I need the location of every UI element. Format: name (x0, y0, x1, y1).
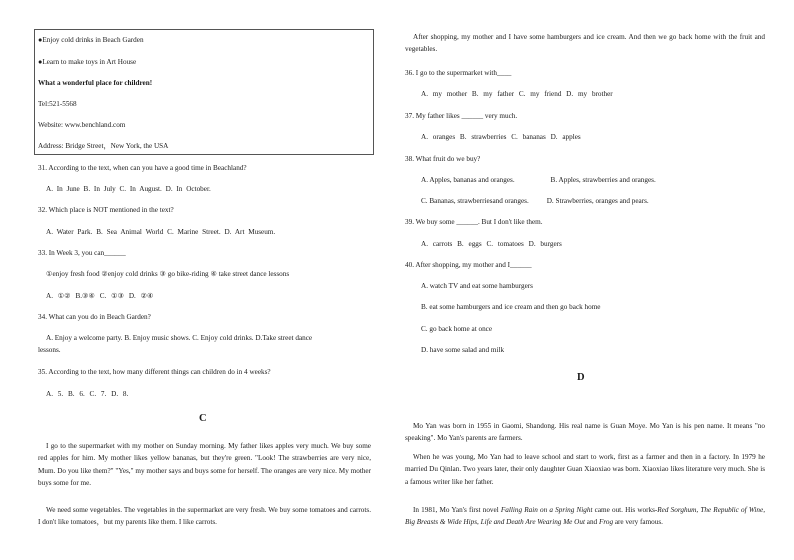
question-40-option-c: C. go back home at once (421, 325, 493, 333)
question-39-options: A. carrots B. eggs C. tomatoes D. burgers (421, 240, 562, 248)
work-title-life-and-death: Life and Death Are Wearing Me Out (480, 518, 585, 527)
question-35-options: A. 5. B. 6. C. 7. D. 8. (46, 390, 129, 398)
question-32: 32. Which place is NOT mentioned in the text? (38, 206, 174, 214)
question-38: 38. What fruit do we buy? (405, 155, 481, 163)
section-c-paragraph-3: After shopping, my mother and I have some hamburgers and ice cream. And then we go back home with the fruit and vegetables. (405, 33, 765, 54)
question-33-options: A. ①② B.③④ C. ①③ D. ②④ (46, 292, 154, 300)
p3-text-k: and (584, 518, 599, 527)
question-37: 37. My father likes ______ very much. (405, 112, 518, 120)
question-40: 40. After shopping, my mother and I______ (405, 261, 532, 269)
section-d-paragraph-1: Mo Yan was born in 1955 in Gaomi, Shandong. His real name is Guan Moye. Mo Yan is his pen name. It means "no speaking". Mo Yan's parents are farmers. (405, 422, 765, 443)
p3-text-m: are very famous. (613, 518, 663, 527)
question-34-options-cont: lessons. (38, 346, 61, 354)
box-line-6: Address: Bridge Street，New York, the USA (38, 142, 169, 150)
question-36-options: A. my mother B. my father C. my friend D. my brother (421, 90, 613, 98)
question-35: 35. According to the text, how many different things can children do in 4 weeks? (38, 368, 271, 376)
p3-text-g: , (763, 506, 765, 514)
work-title-big-breasts: Big Breasts & Wide Hips (405, 518, 478, 527)
box-line-4: Tel:521-5568 (38, 100, 77, 108)
question-40-option-a: A. watch TV and eat some hamburgers (421, 282, 533, 290)
section-d-heading: D (577, 372, 585, 383)
work-title-red-sorghum: Red Sorghum (657, 506, 697, 514)
p3-text-c: came out. His works- (592, 506, 658, 514)
question-40-option-d: D. have some salad and milk (421, 346, 505, 354)
p3-text-e: , (696, 506, 701, 514)
section-d-paragraph-2: When he was young, Mo Yan had to leave school and start to work, first as a farmer and then in a factory. In 1979 he married Du Qinlan. Two years later, their only daughter Guan Xiaoxiao was born. Xiaoxiao likes literature very much. She is a famous writer like her father. (405, 453, 765, 486)
question-33: 33. In Week 3, you can______ (38, 249, 126, 257)
box-line-5: Website: www.benchland.com (38, 121, 126, 129)
box-line-1: ●Enjoy cold drinks in Beach Garden (38, 36, 144, 44)
section-c-heading: C (199, 413, 207, 424)
work-title-frog: Frog (598, 518, 614, 527)
box-line-2: ●Learn to make toys in Art House (38, 58, 137, 66)
question-39: 39. We buy some ______. But I don't like them. (405, 218, 543, 226)
p3-text-a: In 1981, Mo Yan's first novel (413, 506, 501, 514)
section-c-paragraph-2: We need some vegetables. The vegetables in the supermarket are very fresh. We buy some tomatoes and carrots. I don't like tomatoes，but my parents like them. I like carrots. (38, 506, 371, 527)
question-38-options-ab: A. Apples, bananas and oranges. B. Apples, strawberries and oranges. (421, 176, 656, 184)
box-line-3: What a wonderful place for children! (38, 79, 153, 87)
question-34-options: A. Enjoy a welcome party. B. Enjoy music shows. C. Enjoy cold drinks. D.Take street dance (46, 334, 313, 342)
question-33-items: ①enjoy fresh food ②enjoy cold drinks ③ go bike-riding ④ take street dance lessons (46, 270, 290, 278)
question-34: 34. What can you do in Beach Garden? (38, 313, 151, 321)
question-31-options: A. In June B. In July C. In August. D. In October. (46, 185, 211, 193)
question-36: 36. I go to the supermarket with____ (405, 69, 512, 77)
question-38-options-cd: C. Bananas, strawberriesand oranges. D. Strawberries, oranges and pears. (421, 197, 649, 205)
section-c-paragraph-1: I go to the supermarket with my mother on Sunday morning. My father likes apples very much. We buy some red apples for him. My mother likes yellow bananas, but they're green. "Look! The strawberries are very nice, Mum. Do you like them?" "Yes," my mother says and buys some for herself. The oranges are very nice. My mother buys some for me. (38, 442, 371, 488)
info-box (34, 29, 374, 155)
novel-title-falling-rain: Falling Rain on a Spring Night (500, 506, 593, 514)
question-31: 31. According to the text, when can you have a good time in Beachland? (38, 164, 247, 172)
work-title-republic-of-wine: The Republic of Wine (700, 506, 764, 514)
question-32-options: A. Water Park. B. Sea Animal World C. Marine Street. D. Art Museum. (46, 228, 276, 236)
question-37-options: A. oranges B. strawberries C. bananas D. apples (421, 133, 581, 141)
section-d-paragraph-3 (405, 504, 765, 529)
p3-text-i: , (477, 518, 481, 527)
question-40-option-b: B. eat some hamburgers and ice cream and then go back home (421, 303, 601, 311)
